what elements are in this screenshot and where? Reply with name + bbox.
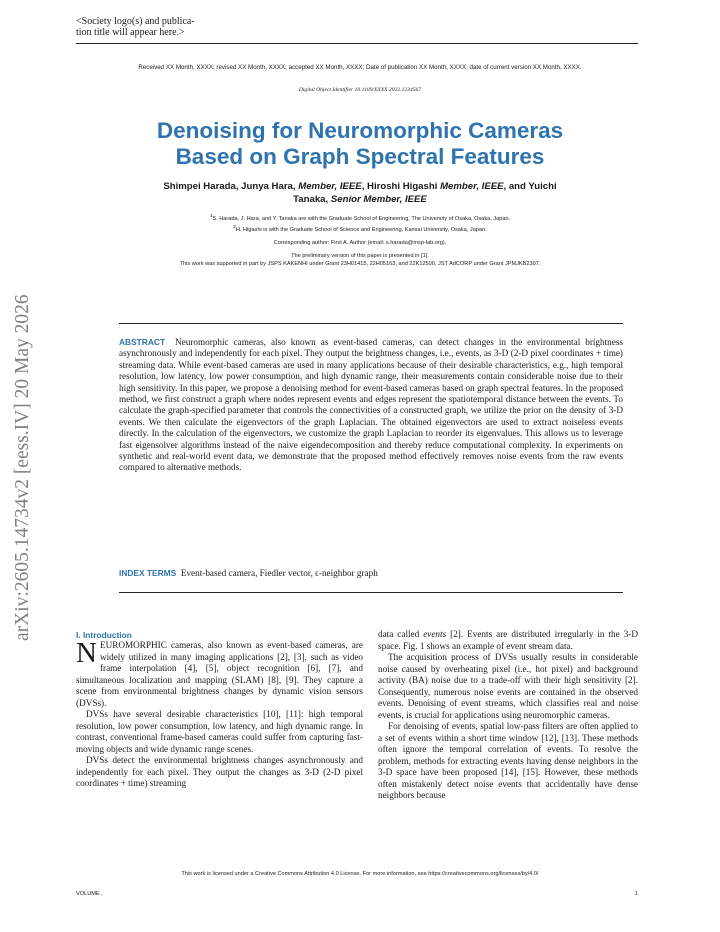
affiliation-2: $^2$H. Higashi is with the Graduate School of Science and Engineering, Kansai University, Osaka, Japan. [233,223,487,233]
author-line-2 [110,193,610,206]
paper-title [90,118,630,170]
member-title-2: Member, IEEE [440,181,504,192]
received-dates: Received XX Month, XXXX; revised XX Month, XXXX; accepted XX Month, XXXX; Date of publication XX Month, XXXX; date of current version XX Month, XXXX. [138,64,582,71]
right-column [378,629,638,802]
affiliation-1: $^1$S. Harada, J. Hara, and Y. Tanaka are with the Graduate School of Engineering, The University of Osaka, Osaka, Japan. [209,213,511,222]
index-terms-label: INDEX TERMS [119,568,177,578]
author-list [110,180,610,206]
doi-line: Digital Object Identifier 10.1109/XXXX.2022.1234567 [298,87,422,93]
title-line-1: Denoising for Neuromorphic Cameras [156,118,564,143]
left-column [76,630,363,790]
intro-paragraph-5: The acquisition process of DVSs usually results in considerable noise caused by overheating pixel (i.e., hot pixel) and background activity (BA) noise due to a trade-off with their high sensitivity [2]. Consequently, numerous noise events are contained in the observed events. Denoising of event streams, which classifies real and noise events, is crucial for applications using neuromorphic cameras. [378,652,638,720]
corresponding-author: Corresponding author: First A. Author (email: s.harada@msp-lab.org). [273,239,447,246]
society-line-1: <Society logo(s) and publica- [76,16,195,27]
abstract-text: Neuromorphic cameras, also known as event-based cameras, can detect changes in the environmental brightness asynchronously and independently for each pixel. They output the brightness changes, i.e., events, as 3-D (2-D pixel coordinates + time) streaming data. While event-based cameras are used in many applications because of their desirable characteristics, e.g., high temporal resolution, low latency, low power consumption, and high dynamic range, their measurements contain considerable noise due to their high sensitivity. In this paper, we propose a denoising method for event-based cameras based on graph spectral features. In the proposed method, we first construct a graph where nodes represent events and edges represent the spatiotemporal distance between the events. To calculate the graph-specified parameter that controls the connectivities of a constructed graph, we utilize the prior on the density of 3-D events. We then calculate the eigenvectors of the graph Laplacian. The obtained eigenvectors are used to extract noiseless events directly. In the calculation of the eigenvectors, we customize the graph Laplacian to reorder its eigenvalues. This allows us to leverage fast eigensolver algorithms instead of the naive eigendecomposition and thereby reduce computational complexity. In experiments on synthetic and real-world event data, we demonstrate that the proposed method effectively removes noise events from the raw events compared to alternative methods. [119,337,623,473]
senior-member-title: Senior Member, IEEE [330,194,427,205]
intro-paragraph-3: DVSs detect the environmental brightness changes asynchronously and independently for each pixel. They output the changes as 3-D (2-D pixel coordinates + time) streaming [76,755,363,788]
preliminary-note: The preliminary version of this paper is presented in [1]. [291,252,429,259]
intro-paragraph-6: For denoising of events, spatial low-pass filters are often applied to a set of events within a short time window [12], [13]. These methods often ignore the temporal correlation of events. To resolve the problem, methods for extracting events having dense neighbors in the 3-D space have been proposed [14], [15]. However, these methods often mistakenly detect noise events that accidentally have dense neighbors because [378,721,638,800]
index-terms-text: Event-based camera, Fiedler vector, ϵ-neighbor graph [180,568,378,578]
member-title-1: Member, IEEE [298,181,362,192]
society-line-2: tion title will appear here.> [76,27,185,38]
author-names-c: , and Yuichi [503,181,557,192]
funding-note: This work was supported in part by JSPS KAKENHI under Grant 23H01415, 22H05163, and 22K12500, JST AdCORP under Grant JPMJKB2307. [179,260,541,267]
author-line-1 [110,180,610,193]
affiliations [110,212,610,268]
page-number: 1 [634,891,638,897]
abstract-label: ABSTRACT [119,337,166,347]
abstract-rule-bottom [119,592,623,593]
author-names-a: Shimpei Harada, Junya Hara, [163,181,299,192]
index-terms [119,568,623,579]
author-names-b: , Hiroshi Higashi [361,181,441,192]
intro-paragraph-2: DVSs have several desirable characteristics [10], [11]: high temporal resolution, low power consumption, low latency, and high dynamic range. In contrast, conventional frame-based cameras could suffer from capturing fast-moving objects and wide dynamic range scenes. [76,709,363,754]
volume-label: VOLUME , [76,891,103,897]
arxiv-identifier: arXiv:2605.14734v2 [eess.IV] 20 May 2026 [12,294,33,642]
intro-paragraph-1: NEUROMORPHIC cameras, also known as event-based cameras, are widely utilized in many imaging applications [2], [3], such as video frame interpolation [4], [5], object recognition [6], [7], and simultaneous localization and mapping (SLAM) [8], [9]. They capture a scene from environmental brightness changes by dynamic vision sensors (DVSs). [76,637,363,708]
license-note: This work is licensed under a Creative Commons Attribution 4.0 License. For more information, see https://creativecommons.org/licenses/by/4.0/ [181,871,539,877]
term-events: events [423,629,447,639]
header-rule [76,43,638,44]
society-placeholder [76,16,195,38]
abstract-rule-top [119,323,623,324]
abstract [119,337,623,474]
intro-paragraph-4: data called events [2]. Events are distributed irregularly in the 3-D space. Fig. 1 shows an example of event stream data. [378,629,638,651]
section-heading: I. Introduction [76,630,132,640]
author-name-last: Tanaka, [293,194,331,205]
title-line-2: Based on Graph Spectral Features [175,144,545,169]
drop-cap: N [76,637,97,669]
